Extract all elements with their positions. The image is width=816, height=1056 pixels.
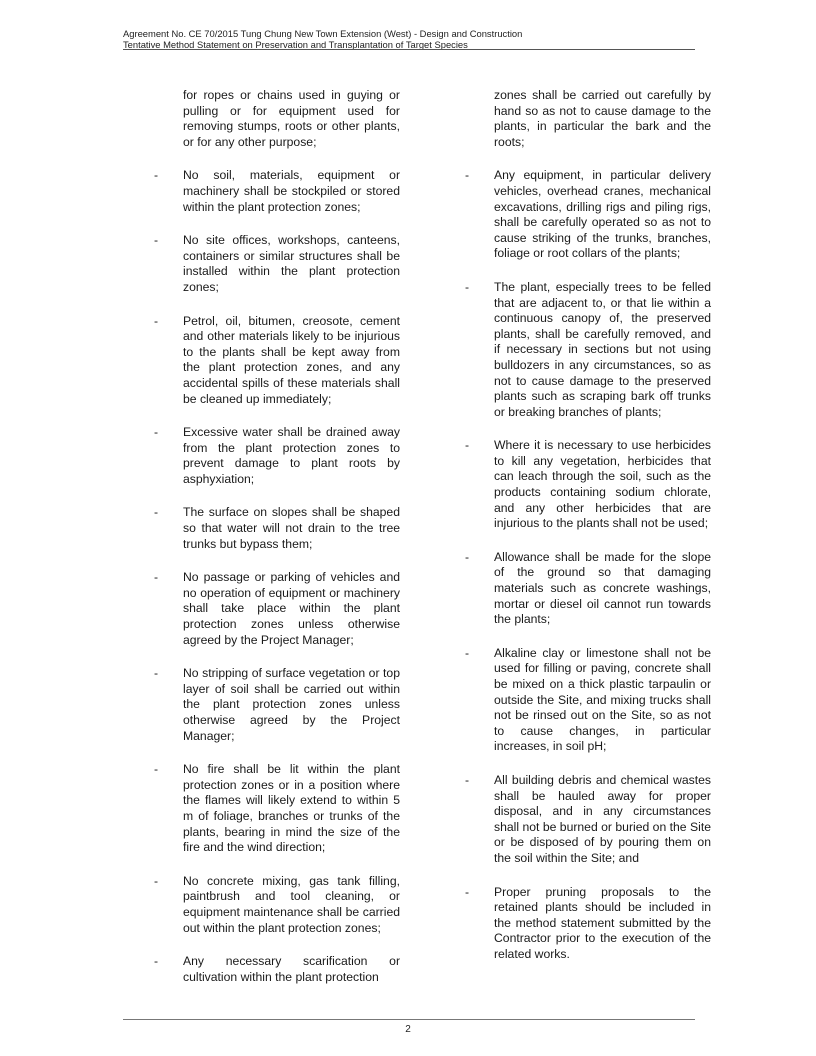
list-item	[457, 773, 711, 867]
list-item	[146, 762, 400, 856]
list-item-text: No concrete mixing, gas tank filling, paintbrush and tool cleaning, or equipment maintenance shall be carried out within the plant protection zones;	[183, 873, 400, 935]
list-item	[146, 233, 400, 295]
list-item-text: Any necessary scarification or cultivation within the plant protection	[183, 954, 400, 984]
list-item-text: Allowance shall be made for the slope of the ground so that damaging materials such as concrete washings, mortar or diesel oil cannot run towards the plants;	[494, 549, 711, 627]
continuation-text: for ropes or chains used in guying or pulling or for equipment used for removing stumps, roots or other plants, or for any other purpose;	[183, 88, 400, 149]
list-item	[146, 570, 400, 648]
bullet-dash: -	[465, 772, 470, 787]
footer-divider	[123, 1019, 695, 1020]
header-title-line: Tentative Method Statement on Preservation and Transplantation of Target Species	[123, 39, 468, 50]
bullet-dash: -	[154, 762, 159, 777]
list-item-text: No site offices, workshops, canteens, containers or similar structures shall be installed within the plant protection zones;	[183, 233, 400, 294]
bullet-dash: -	[465, 168, 470, 183]
list-item-text: All building debris and chemical wastes shall be hauled away for proper disposal, and in any circumstances shall not be burned or buried on the Site or be disposed of by pouring them on the soil within the Site; and	[494, 772, 711, 865]
left-continuation-item	[146, 88, 400, 150]
bullet-dash: -	[465, 549, 470, 564]
continuation-text: zones shall be carried out carefully by hand so as not to cause damage to the plants, in particular the bark and the roots;	[494, 88, 711, 149]
bullet-dash: -	[154, 570, 159, 585]
list-item-text: Where it is necessary to use herbicides to kill any vegetation, herbicides that can leach through the soil, such as the products containing sodium chlorate, and any other herbicides that are injurious to the plants shall not be used;	[494, 438, 711, 531]
list-item	[146, 168, 400, 215]
header-divider	[123, 49, 695, 50]
list-item	[146, 874, 400, 936]
header-agreement-line: Agreement No. CE 70/2015 Tung Chung New Town Extension (West) - Design and Construction	[123, 28, 523, 39]
list-item	[457, 280, 711, 420]
page-number: 2	[405, 1024, 411, 1035]
document-header	[123, 28, 695, 50]
right-column	[457, 88, 711, 981]
bullet-dash: -	[465, 884, 470, 899]
bullet-dash: -	[465, 645, 470, 660]
list-item	[146, 666, 400, 744]
left-column	[146, 88, 400, 1003]
list-item	[146, 425, 400, 487]
list-item	[146, 505, 400, 552]
bullet-dash: -	[154, 425, 159, 440]
right-continuation-item	[457, 88, 711, 150]
bullet-dash: -	[154, 666, 159, 681]
list-item-text: No soil, materials, equipment or machinery shall be stockpiled or stored within the plant protection zones;	[183, 168, 400, 214]
list-item-text: No fire shall be lit within the plant protection zones or in a position where the flames will likely extend to within 5 m of foliage, branches or trunks of the plants, bearing in mind the size of the fire and the wind direction;	[183, 762, 400, 855]
list-item-text: Proper pruning proposals to the retained plants should be included in the method statement submitted by the Contractor prior to the execution of the related works.	[494, 884, 711, 961]
bullet-dash: -	[465, 438, 470, 453]
list-item-text: Excessive water shall be drained away from the plant protection zones to prevent damage to plant roots by asphyxiation;	[183, 425, 400, 486]
list-item-text: No stripping of surface vegetation or top layer of soil shall be carried out within the plant protection zones unless otherwise agreed by the Project Manager;	[183, 666, 400, 743]
list-item	[146, 954, 400, 985]
list-item-text: Alkaline clay or limestone shall not be used for filling or paving, concrete shall be mixed on a thick plastic tarpaulin or outside the Site, and mixing trucks shall not be rinsed out on the Site, so as not to cause changes, in particular increases, in soil pH;	[494, 645, 711, 754]
bullet-dash: -	[154, 313, 159, 328]
list-item-text: The surface on slopes shall be shaped so that water will not drain to the tree trunks but bypass them;	[183, 505, 400, 551]
bullet-dash: -	[154, 873, 159, 888]
bullet-dash: -	[154, 954, 159, 969]
list-item	[457, 646, 711, 755]
bullet-dash: -	[465, 279, 470, 294]
list-item-text: No passage or parking of vehicles and no operation of equipment or machinery shall take place within the plant protection zones unless otherwise agreed by the Project Manager;	[183, 570, 400, 647]
bullet-dash: -	[154, 168, 159, 183]
list-item-text: The plant, especially trees to be felled that are adjacent to, or that lie within a continuous canopy of, the preserved plants, shall be carefully removed, and if necessary in sections but not using bulldozers in any circumstances, so as not to cause damage to the preserved plants such as scraping bark off trunks or breaking branches of plants;	[494, 279, 711, 419]
list-item	[457, 438, 711, 532]
list-item	[457, 885, 711, 963]
bullet-dash: -	[154, 233, 159, 248]
list-item-text: Any equipment, in particular delivery vehicles, overhead cranes, mechanical excavations, drilling rigs and piling rigs, shall be carefully operated so as not to cause striking of the trunks, branches, foliage or root collars of the plants;	[494, 168, 711, 261]
list-item	[457, 168, 711, 262]
list-item	[146, 314, 400, 408]
bullet-dash: -	[154, 505, 159, 520]
list-item	[457, 550, 711, 628]
list-item-text: Petrol, oil, bitumen, creosote, cement and other materials likely to be injurious to the plants shall be kept away from the plant protection zones, and any accidental spills of these materials shall be cleaned up immediately;	[183, 313, 400, 406]
